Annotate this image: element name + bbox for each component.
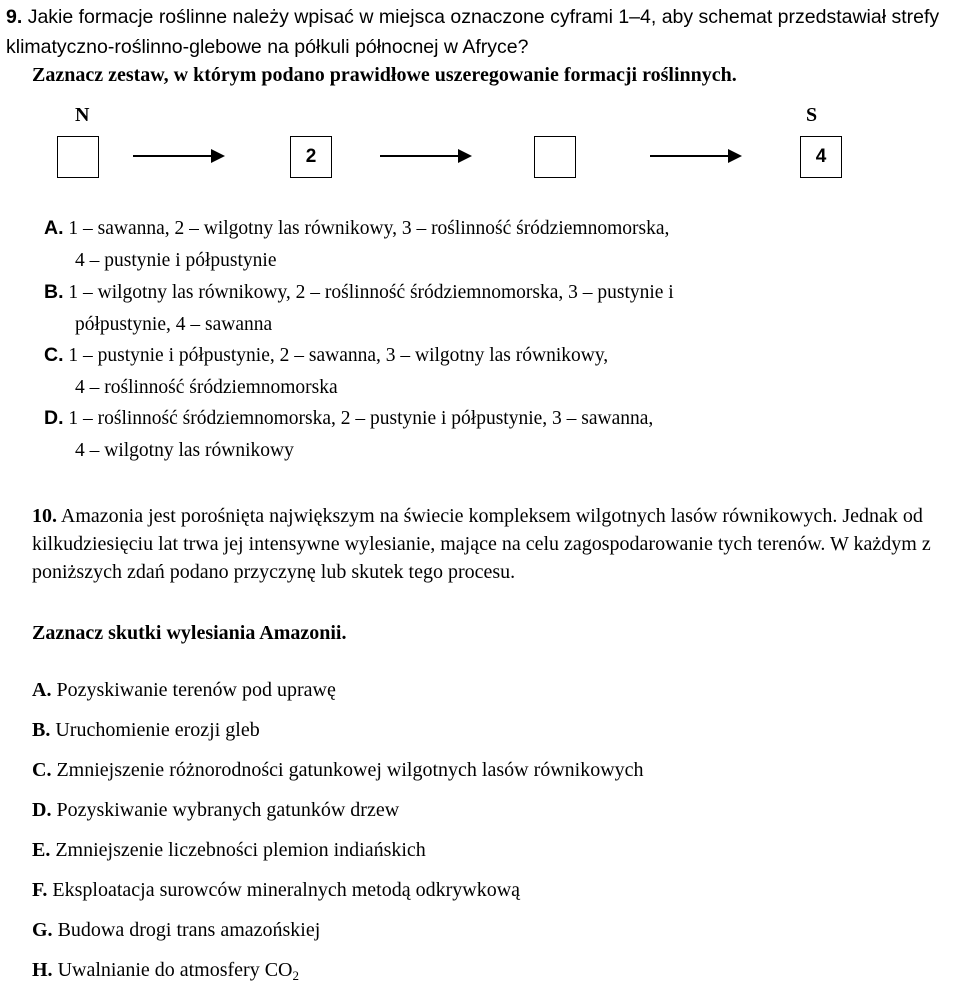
question-9-instruction: Zaznacz zestaw, w którym podano prawidłowe uszeregowanie formacji roślinnych. [32,64,737,86]
south-label: S [806,104,818,126]
q10-option-g[interactable] [32,916,320,944]
question-10-instruction: Zaznacz skutki wylesiania Amazonii. [32,622,347,644]
option-letter: A. [44,217,64,239]
question-10-text [32,502,932,586]
q9-option-a[interactable] [44,213,944,276]
option-text: Eksploatacja surowców mineralnych metodą odkrywkową [52,879,521,901]
option-text: Pozyskiwanie wybranych gatunków drzew [56,799,400,821]
option-letter: D. [44,407,64,429]
option-line-2: 4 – roślinność śródziemnomorska [75,376,338,398]
q9-option-d[interactable] [44,403,944,466]
option-line-1: 1 – sawanna, 2 – wilgotny las równikowy, 3 – roślinność śródziemnomorska, [68,218,670,239]
option-letter: F. [32,879,48,901]
option-line-2: 4 – wilgotny las równikowy [75,439,294,461]
q9-option-c[interactable] [44,340,944,403]
option-letter: B. [32,719,51,741]
option-text: Pozyskiwanie terenów pod uprawę [56,679,336,701]
option-letter: E. [32,839,51,861]
option-letter: C. [44,344,64,366]
q10-option-d[interactable] [32,796,399,824]
option-letter: H. [32,959,53,981]
north-label: N [75,104,90,126]
question-9-body: Jakie formacje roślinne należy wpisać w miejsca oznaczone cyframi 1–4, aby schemat przedstawiał strefy klimatyczno-roślinno-glebowe na półkuli północnej w Afryce? [6,6,940,58]
q9-option-b[interactable] [44,277,944,340]
option-letter: A. [32,679,52,701]
option-line-1: 1 – wilgotny las równikowy, 2 – roślinność śródziemnomorska, 3 – pustynie i [68,282,674,303]
subscript-text: 2 [292,968,300,983]
question-9-text [6,2,956,62]
diagram-box-3 [534,136,576,178]
option-line-2: półpustynie, 4 – sawanna [75,313,273,335]
q10-option-a[interactable] [32,676,336,704]
arrow-right-icon [650,149,742,163]
q10-option-f[interactable] [32,876,520,904]
option-text: Zmniejszenie liczebności plemion indiańskich [55,839,426,861]
q10-option-b[interactable] [32,716,260,744]
option-letter: C. [32,759,52,781]
option-text: Uruchomienie erozji gleb [55,719,260,741]
option-letter: B. [44,281,64,303]
option-text: Uwalnianie do atmosfery CO [57,959,293,981]
diagram-box-1 [57,136,99,178]
option-line-1: 1 – roślinność śródziemnomorska, 2 – pustynie i półpustynie, 3 – sawanna, [68,408,654,429]
question-10-number: 10. [32,505,57,527]
diagram-box-2: 2 [290,136,332,178]
question-10-body: Amazonia jest porośnięta największym na świecie kompleksem wilgotnych lasów równikowych. Jednak od kilkudziesięciu lat trwa jej intensywne wylesianie, mające na celu zagospodarowanie tych terenów. W każdym z poniższych zdań podano przyczynę lub skutek tego procesu. [32,505,931,583]
option-text: Zmniejszenie różnorodności gatunkowej wilgotnych lasów równikowych [56,759,644,781]
q10-option-h[interactable] [32,956,299,990]
option-line-1: 1 – pustynie i półpustynie, 2 – sawanna, 3 – wilgotny las równikowy, [68,345,609,366]
q10-option-e[interactable] [32,836,426,864]
q10-option-c[interactable] [32,756,644,784]
option-line-2: 4 – pustynie i półpustynie [75,249,277,271]
option-letter: D. [32,799,52,821]
question-9-number: 9. [6,6,23,28]
arrow-right-icon [380,149,472,163]
diagram-box-4: 4 [800,136,842,178]
option-text: Budowa drogi trans amazońskiej [57,919,321,941]
option-letter: G. [32,919,53,941]
arrow-right-icon [133,149,225,163]
